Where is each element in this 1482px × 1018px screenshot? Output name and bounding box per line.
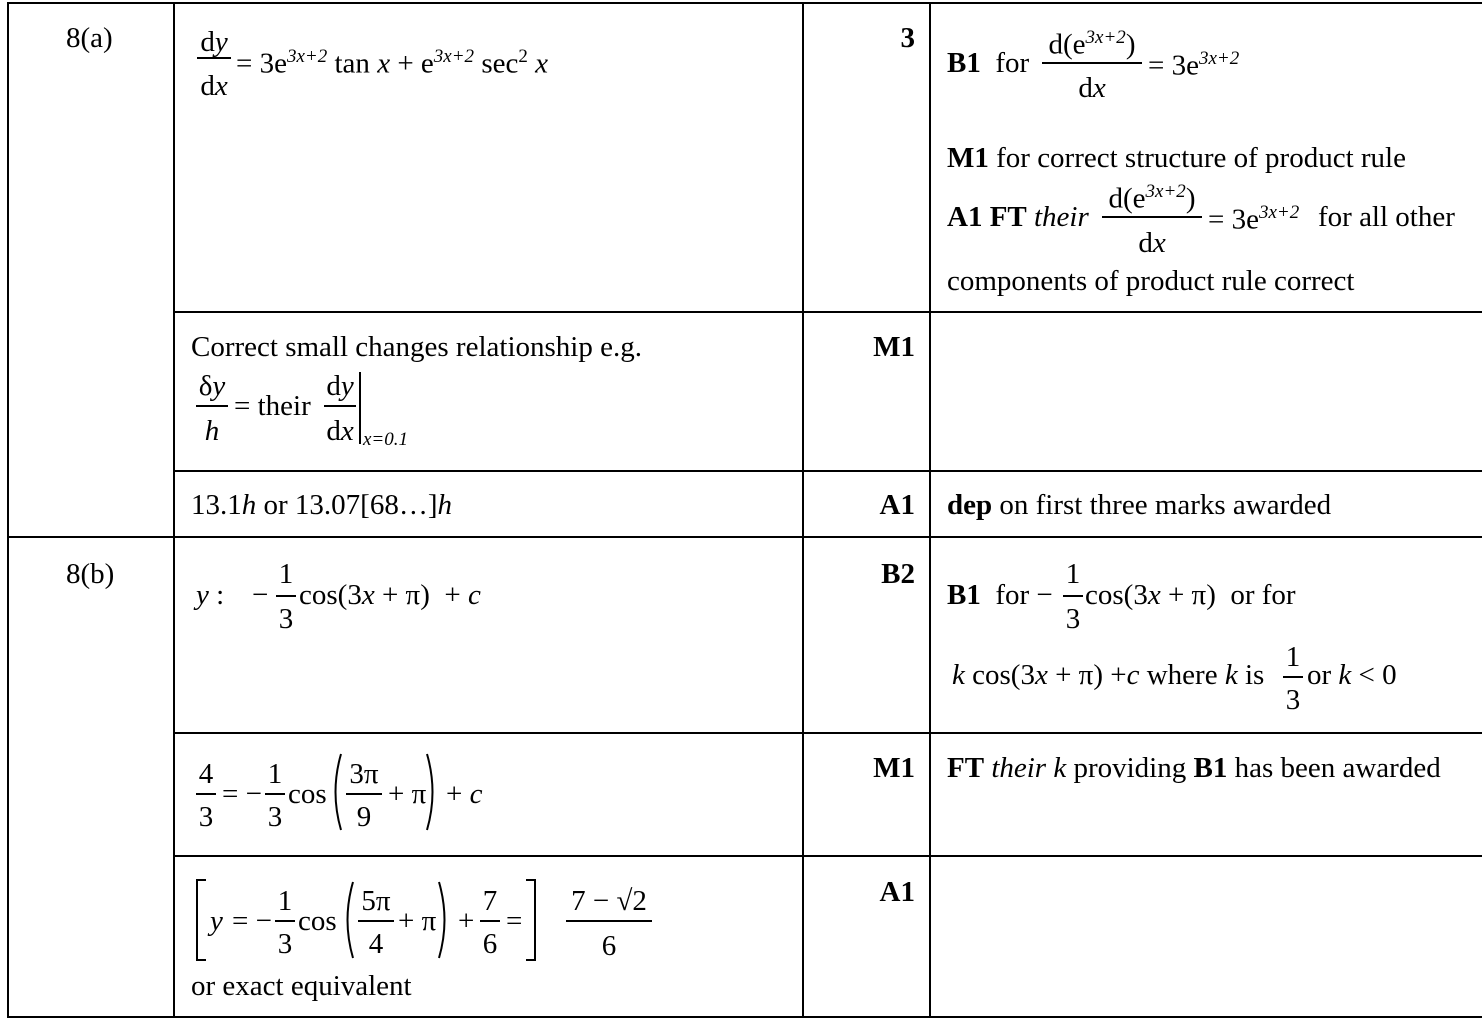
left-paren [328,752,344,832]
col-divider-1 [173,2,175,1018]
left-bracket [194,878,208,962]
mark-row1: 3 [900,22,915,54]
table-border-top [7,2,1482,4]
fraction-bar [1102,216,1202,218]
col-divider-2 [802,2,804,1018]
row-divider-2 [173,470,1482,472]
right-bracket [524,878,538,962]
fraction-bar [1283,676,1303,678]
mark-row6: A1 [879,876,915,908]
fraction-bar [196,793,216,795]
fraction-bar [265,793,285,795]
fraction-bar [480,920,500,922]
right-paren [436,880,452,960]
fraction-bar [275,920,295,922]
row-divider-q [7,536,1482,538]
fraction-bar [276,595,296,597]
left-paren [340,880,356,960]
col-divider-3 [929,2,931,1018]
fraction-bar [358,920,394,922]
fraction-bar [566,920,652,922]
mark-row4: B2 [881,558,915,590]
row-divider-5 [173,855,1482,857]
fraction-bar [324,405,356,407]
mark-row3: A1 [879,489,915,521]
table-border-left [7,2,9,1018]
row-divider-1 [173,311,1482,313]
row-divider-4 [173,732,1482,734]
fraction-bar [346,793,382,795]
fraction-bar [196,405,228,407]
question-label-8b: 8(b) [66,558,115,590]
fraction-bar [197,57,231,59]
fraction-bar [1042,62,1142,64]
mark-row5: M1 [873,752,915,784]
question-label-8a: 8(a) [66,22,113,54]
mark-row2: M1 [873,331,915,363]
right-paren [424,752,440,832]
evaluation-bar [359,372,361,444]
fraction-bar [1063,595,1083,597]
